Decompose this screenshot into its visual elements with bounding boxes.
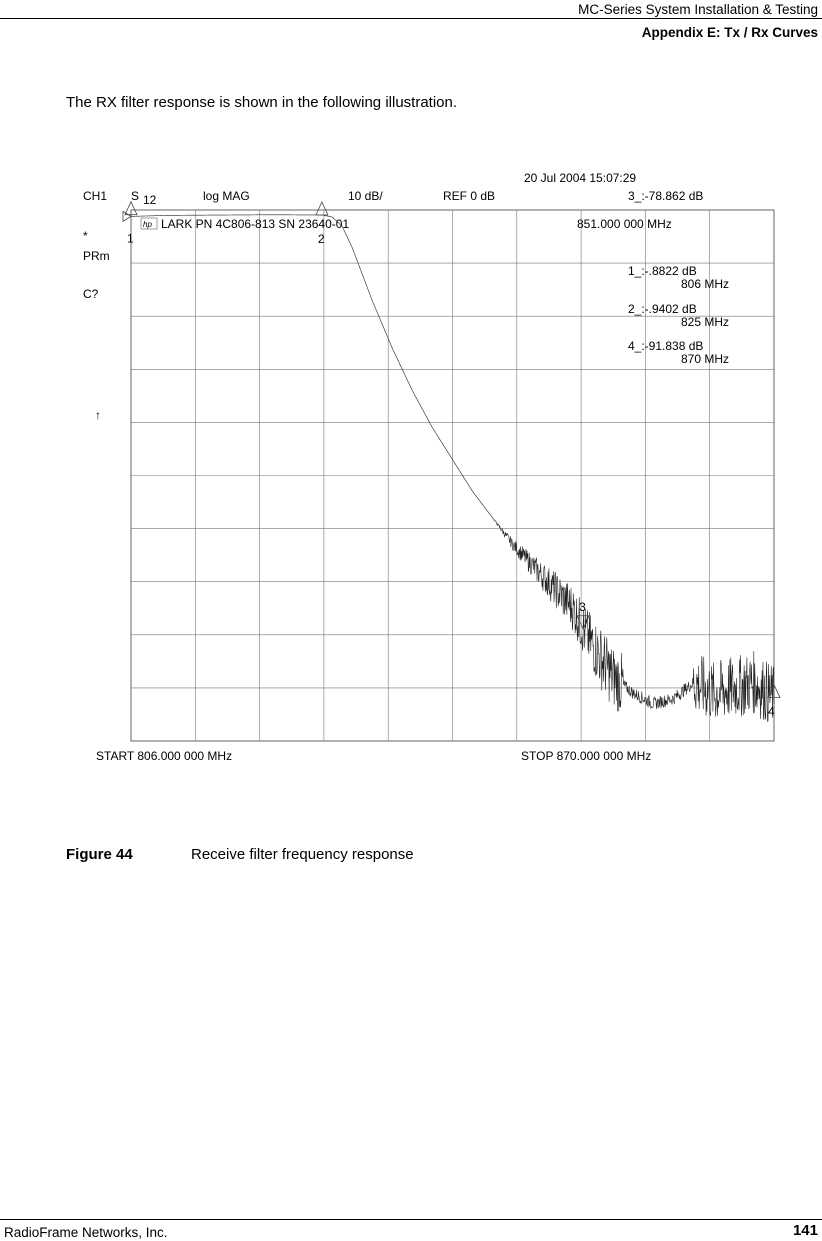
active-marker-frequency: 851.000 000 MHz — [577, 217, 672, 231]
network-analyzer-plot — [0, 160, 822, 780]
marker-1-label: 1 — [127, 231, 134, 246]
header-rule — [0, 18, 822, 19]
annotation-arrow-icon: ↑ — [95, 408, 101, 422]
marker-3-label: 3 — [579, 599, 586, 614]
page-number: 141 — [792, 1222, 818, 1239]
annotation-star: * — [83, 229, 88, 243]
figure-caption: Receive filter frequency response — [191, 846, 414, 863]
annotation-prm: PRm — [83, 249, 110, 263]
stop-frequency: STOP 870.000 000 MHz — [521, 749, 652, 763]
plot-parameter-sub: 12 — [143, 193, 157, 207]
marker-4-frequency: 870 MHz — [681, 352, 730, 366]
marker-1-value: 1_:-.8822 dB — [628, 264, 697, 278]
plot-datetime: 20 Jul 2004 15:07:29 — [524, 171, 637, 185]
running-header-title: MC-Series System Installation & Testing — [578, 2, 818, 17]
plot-parameter: S — [131, 189, 140, 203]
plot-channel: CH1 — [83, 189, 108, 203]
footer-rule — [0, 1219, 822, 1220]
intro-paragraph: The RX filter response is shown in the following illustration. — [66, 94, 458, 111]
figure-label: Figure 44 — [66, 846, 133, 863]
plot-grid — [131, 210, 774, 741]
start-frequency: START 806.000 000 MHz — [96, 749, 233, 763]
marker-2-label: 2 — [317, 231, 325, 246]
marker-4-value: 4_:-91.838 dB — [628, 339, 704, 353]
marker-2-triangle — [316, 202, 328, 215]
plot-format: log MAG — [203, 189, 250, 203]
marker-4-label: 4 — [768, 704, 775, 719]
reference-pointer-icon — [123, 211, 131, 221]
hp-logo-text: hp — [143, 220, 152, 229]
active-marker-readout: 3_:-78.862 dB — [628, 189, 704, 203]
running-header-section: Appendix E: Tx / Rx Curves — [641, 25, 818, 40]
footer-company: RadioFrame Networks, Inc. — [4, 1225, 168, 1240]
marker-2-frequency: 825 MHz — [681, 315, 730, 329]
plot-label-line: LARK PN 4C806-813 SN 23640-01 — [161, 217, 350, 231]
marker-1-frequency: 806 MHz — [681, 277, 730, 291]
marker-2-value: 2_:-.9402 dB — [628, 302, 697, 316]
plot-scale: 10 dB/ — [348, 189, 383, 203]
annotation-c: C? — [83, 287, 99, 301]
plot-reference: REF 0 dB — [443, 189, 496, 203]
